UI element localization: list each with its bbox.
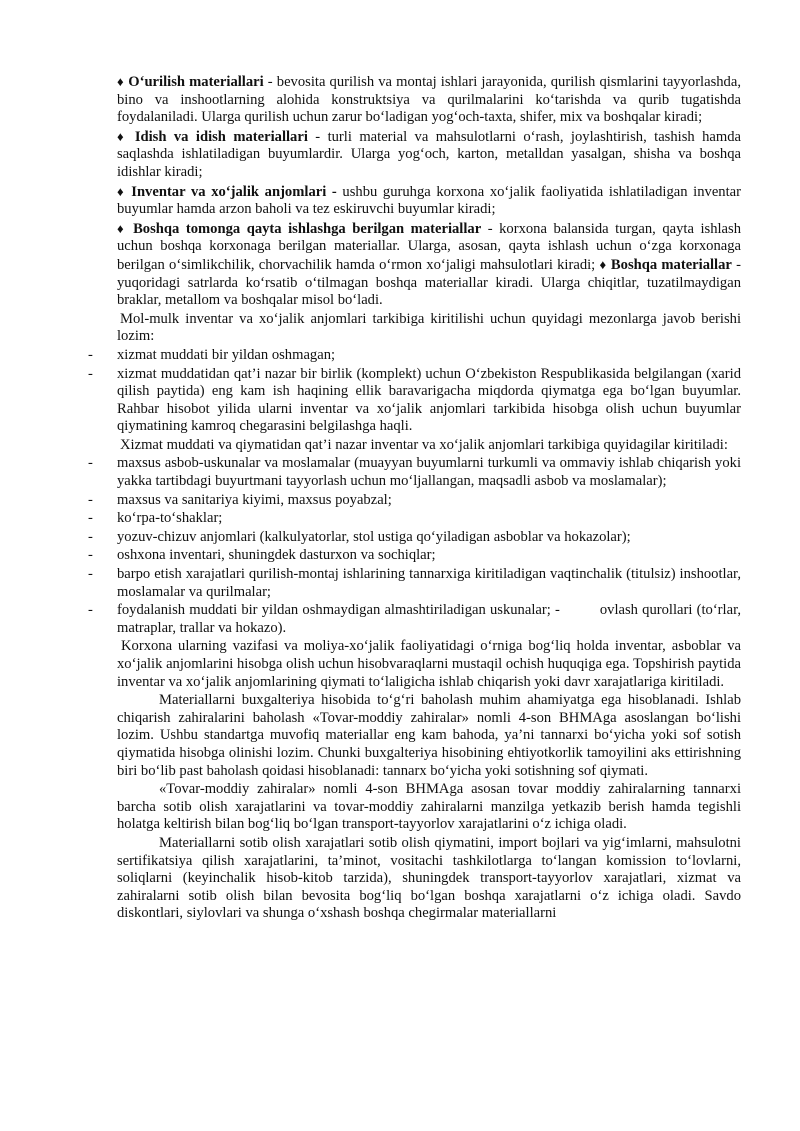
list-item-text: barpo etish xarajatlari qurilish-montaj ishlarining tannarxiga kiritiladigan vaqtinchalik (titulsiz) inshootlar, moslamalar va qurilmalar; (117, 566, 741, 600)
diamond-bullet-icon: ♦ (117, 128, 128, 144)
list-item (88, 547, 741, 565)
criteria-list (88, 346, 741, 436)
paragraph-text: - bevosita qurilish va montaj ishlari jarayonida, qurilish qismlarini tayyorlashda, bino va inshootlarning alohida konstruktsiya va qurilmalarini ko‘tarishda va qurib tugatishda foydalaniladi. Ularga qurilish uchun zarur bo‘ladigan yog‘och-taxta, shifer, mix va boshqalar kiradi; (117, 74, 741, 126)
list-item-text: maxsus asbob-uskunalar va moslamalar (muayyan buyumlarni turkumli va ommaviy ishlab chiqarish yoki yakka tartibdagi buyurtmani tayyorlash uchun mo‘ljallangan, maqsadli asbob va moslamalar); (117, 455, 741, 490)
dash-marker: - (88, 510, 93, 527)
paragraph-valuation: Materiallarni buxgalteriya hisobida to‘g‘ri baholash muhim ahamiyatga ega hisoblanadi. Ishlab chiqarish zahiralarini baholash «Tovar-moddiy zahiralar» nomli 4-son BHMAga asoslangan bo‘lishi lozim. Ushbu standartga muvofiq materiallar eng kam bahoda, ya’ni tannarxi bo‘yicha yoki sof sotish qiymatida hisobga olinishi lozim. Chunki buxgalteriya hisobining ehtiyotkorlik tamoyilini aks ettirishning biri bo‘lib past baholash qoidasi hisoblanadi: tannarx bo‘yicha yoki sotishning sof qiymati. (117, 692, 741, 779)
list-item (88, 566, 741, 601)
paragraph-text: - turli material va mahsulotlarni o‘rash, joylashtirish, tashish hamda saqlashda ishlatiladigan buyumlardir. Ularga yog‘och, karton, metalldan yasalgan, shisha va boshqa idishlar kiradi; (117, 128, 741, 180)
paragraph-purchase-costs: Materiallarni sotib olish xarajatlari sotib olish qiymatini, import bojlari va yig‘imlarni, mahsulotni sertifikatsiya qilish xarajatlarini, ta’minot, vositachi tashkilotlarga to‘langan komission to‘lovlarni, soliqlarni (keyinchalik hisob-kitob tarzida), shuningdek transport-tayyorlov xarajatlari, xizmat va zahiralarni sotib olish bilan bevosita bog‘liq bo‘lgan boshqa xarajatlarni o‘z ichiga oladi. Savdo diskontlari, siylovlari va shunga o‘xshash boshqa chegirmalar materiallarni (117, 834, 741, 922)
diamond-bullet-icon: ♦ (117, 74, 125, 89)
list-item-text: xizmat muddati bir yildan oshmagan; (117, 346, 336, 363)
list-item-text: foydalanish muddati bir yildan oshmaydigan almashtiriladigan uskunalar; - (117, 602, 560, 619)
list-item (88, 346, 741, 365)
paragraph-cost-composition: «Tovar-moddiy zahiralar» nomli 4-son BHMAga asosan tovar moddiy zahiralarning tannarxi barcha sotib olish xarajatlarini va tovar-moddiy zahiralarni manzilga yetkazib berish hamda tegishli holatga keltirish bilan bog‘liq bo‘lgan transport-tayyorlov xarajatlarini o‘z ichiga oladi. (117, 781, 741, 833)
paragraph-construction-materials (117, 73, 741, 127)
dash-marker: - (88, 365, 93, 382)
term-heading: Boshqa materiallar (610, 256, 732, 273)
paragraph-text: - yuqoridagi satrlarda ko‘rsatib o‘tilmagan boshqa materiallar kiradi. Ularga chiqitlar, tuzatilmaydigan braklar, metallom va boshqalar misol bo‘ladi. (117, 256, 741, 309)
paragraph-accounts: Korxona ularning vazifasi va moliya-xo‘jalik faoliyatidagi o‘rniga bog‘liq holda inventar, asboblar va xo‘jalik anjomlarini hisobga olish uchun hisobvaraqlarni mustaqil ochish huquqiga ega. Topshirish paytida inventar va xo‘jalik anjomlarining qiymati to‘laligicha ishlab chiqarish yoki davr xarajatlariga kiritiladi. (117, 638, 741, 690)
paragraph-text: - korxona balansida turgan, qayta ishlash uchun boshqa korxonaga berilgan materiallar. Ularga, asosan, qayta ishlash uchun o‘zga korxonaga berilgan o‘simlikchilik, chorvachilik hamda o‘rmon xo‘jaligi mahsulotlari kiradi; (117, 220, 742, 273)
included-items-list (88, 455, 741, 637)
paragraph-text: ushbu guruhga korxona xo‘jalik faoliyatida ishlatiladigan inventar buyumlar hamda arzon baholi va tez eskiruvchi buyumlar kiradi; (117, 183, 741, 218)
dash-marker: - (88, 346, 93, 363)
list-item-text: yozuv-chizuv anjomlari (kalkulyatorlar, stol ustiga qo‘yiladigan asboblar va hokazolar); (117, 528, 631, 545)
paragraph-included-intro: Xizmat muddati va qiymatidan qat’i nazar inventar va xo‘jalik anjomlari tarkibiga quyidagilar kiritiladi: (120, 436, 728, 453)
term-heading: Idish va idish materiallari (134, 128, 308, 145)
list-item (88, 528, 741, 547)
dash-marker: - (88, 566, 93, 583)
paragraph-processing-materials (117, 220, 741, 310)
paragraph-containers (117, 128, 741, 182)
term-heading: O‘urilish materiallari (128, 74, 264, 90)
diamond-bullet-icon: ♦ (117, 220, 127, 236)
dash-marker: - (88, 528, 93, 545)
paragraph-inventory (117, 183, 741, 219)
list-item (88, 365, 741, 436)
dash-marker: - (88, 547, 93, 564)
document-body (88, 73, 742, 924)
list-item-text: oshxona inventari, shuningdek dasturxon va sochiqlar; (117, 547, 436, 564)
list-item-text: xizmat muddatidan qat’i nazar bir birlik (komplekt) uchun O‘zbekiston Respublikasida belgilangan (xarid qilish paytida) eng kam ish haqining ellik baravarigacha miqdorda qiymatga ega bo‘lgan buyumlar. Rahbar hisobot yilida ularni inventar va xo‘jalik anjomlari tarkibida hisobga olish uchun buyumlar qiymatining kamroq chegarasini belgilashga haqli. (117, 365, 741, 435)
dash-marker: - (88, 455, 93, 472)
term-heading: Inventar va xo‘jalik anjomlari - (131, 183, 337, 200)
list-item (88, 491, 741, 510)
list-item (88, 602, 741, 637)
list-item-text: ko‘rpa-to‘shaklar; (117, 510, 223, 527)
dash-marker: - (88, 491, 93, 508)
list-item-text: maxsus va sanitariya kiyimi, maxsus poyabzal; (117, 491, 392, 508)
paragraph-criteria-intro: Mol-mulk inventar va xo‘jalik anjomlari tarkibiga kiritilishi uchun quyidagi mezonlarga javob berishi lozim: (117, 310, 741, 345)
dash-marker: - (88, 602, 93, 619)
term-heading: Boshqa tomonga qayta ishlashga berilgan materiallar (133, 220, 482, 237)
diamond-bullet-icon: ♦ (599, 256, 607, 272)
diamond-bullet-icon: ♦ (117, 183, 126, 199)
list-item-text: ovlash qurollari (to‘rlar, matraplar, trallar va hokazo). (117, 602, 741, 636)
list-item (88, 455, 741, 490)
list-item (88, 510, 741, 528)
